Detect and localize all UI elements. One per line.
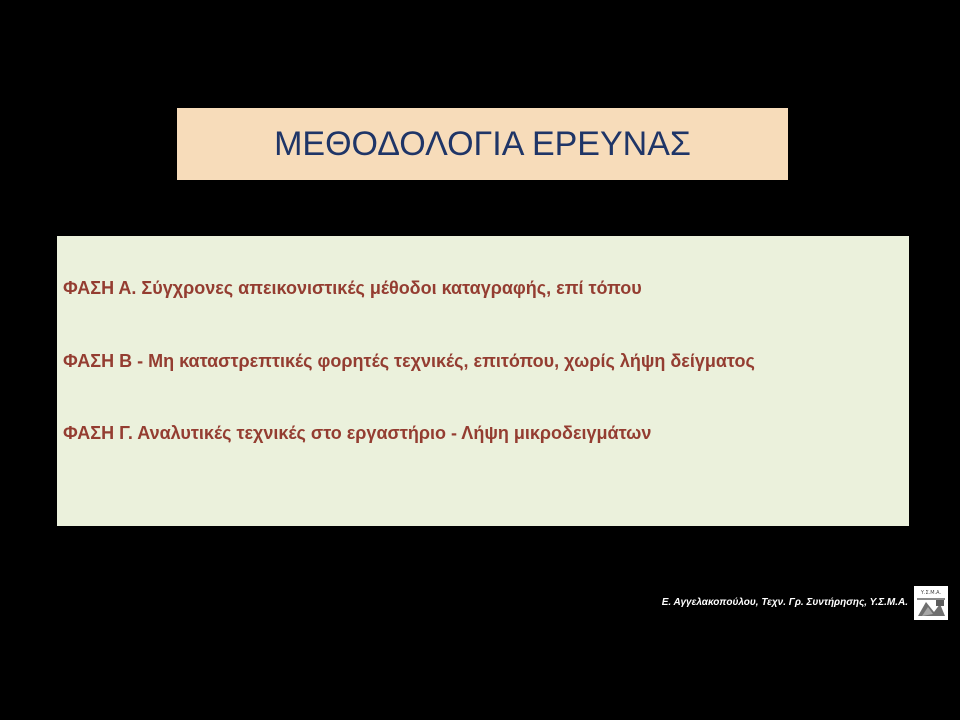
ysma-logo-icon [914, 586, 948, 620]
logo-text: Υ.Σ.Μ.Α. [920, 590, 942, 596]
title-box [177, 108, 788, 180]
phase-b-text: ΦΑΣΗ Β - Μη καταστρεπτικές φορητές τεχνικές, επιτόπου, χωρίς λήψη δείγματος [63, 351, 755, 371]
footer-credit: Ε. Αγγελακοπούλου, Τεχν. Γρ. Συντήρησης, Υ.Σ.Μ.Α. [661, 597, 908, 608]
phase-a-text: ΦΑΣΗ Α. Σύγχρονες απεικονιστικές μέθοδοι καταγραφής, επί τόπου [63, 278, 642, 298]
content-box [57, 236, 909, 526]
slide-title: ΜΕΘΟΔΟΛΟΓΙΑ ΕΡΕΥΝΑΣ [274, 124, 691, 163]
phase-c-text: ΦΑΣΗ Γ. Αναλυτικές τεχνικές στο εργαστήριο - Λήψη μικροδειγμάτων [63, 423, 652, 443]
ysma-logo-graphic [914, 586, 948, 620]
